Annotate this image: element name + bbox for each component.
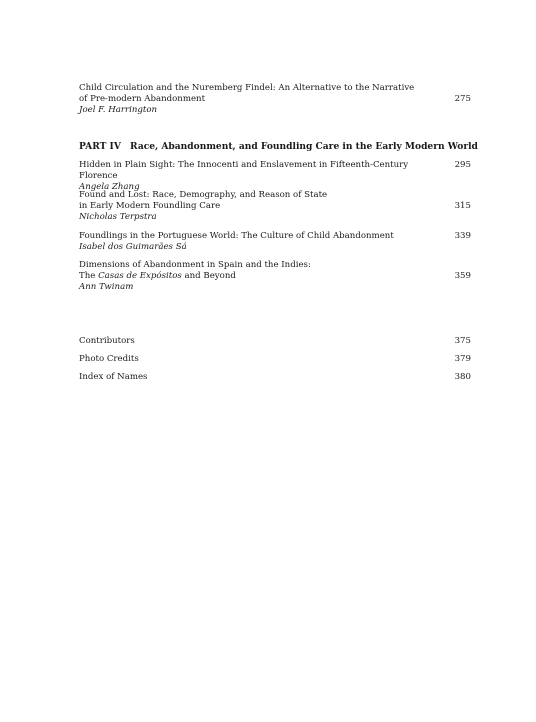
toc-entry: [79, 160, 471, 193]
entry-author: Angela Zhang: [79, 182, 140, 192]
entry-title-line: of Pre-modern Abandonment: [79, 94, 206, 104]
entry-page-number: 315: [454, 201, 471, 211]
backmatter-label: Photo Credits: [79, 354, 139, 364]
entry-title-line: Dimensions of Abandonment in Spain and the Indies:: [79, 260, 311, 270]
backmatter-page-number: 375: [454, 336, 471, 346]
backmatter-page-number: 380: [454, 372, 471, 382]
entry-author: Nicholas Terpstra: [79, 212, 157, 222]
toc-entry: [79, 231, 471, 253]
entry-title-line: Child Circulation and the Nuremberg Findel: An Alternative to the Narrative: [79, 83, 415, 93]
backmatter-entry: [79, 354, 471, 365]
entry-author: Joel F. Harrington: [79, 105, 158, 115]
entry-page-number: 295: [454, 160, 471, 170]
entry-page-number: 339: [454, 231, 471, 241]
backmatter-entry: [79, 372, 471, 383]
entry-title-line: Found and Lost: Race, Demography, and Reason of State: [79, 190, 328, 200]
part-title: Race, Abandonment, and Foundling Care in the Early Modern World: [130, 141, 478, 152]
entry-title-line: in Early Modern Foundling Care: [79, 201, 221, 211]
part-label: PART IV: [79, 141, 121, 152]
part-heading: [79, 141, 478, 152]
entry-title-line: Foundlings in the Portuguese World: The Culture of Child Abandonment: [79, 231, 394, 241]
toc-entry: [79, 260, 471, 293]
entry-author: Ann Twinam: [79, 282, 134, 292]
entry-page-number: 275: [454, 94, 471, 104]
entry-title-line: [79, 271, 471, 282]
backmatter-entry: [79, 336, 471, 347]
entry-page-number: 359: [454, 271, 471, 281]
toc-entry: [79, 190, 471, 223]
backmatter-page-number: 379: [454, 354, 471, 364]
entry-author: Isabel dos Guimarães Sá: [79, 242, 187, 252]
backmatter-label: Index of Names: [79, 372, 148, 382]
backmatter-label: Contributors: [79, 336, 135, 346]
title-italic-text: Casas de Expósitos: [98, 271, 182, 281]
toc-entry: [79, 83, 471, 116]
entry-title-line: Hidden in Plain Sight: The Innocenti and Enslavement in Fifteenth-Century Florence: [79, 160, 409, 181]
title-text: and Beyond: [184, 271, 236, 281]
title-text: The: [79, 271, 96, 281]
